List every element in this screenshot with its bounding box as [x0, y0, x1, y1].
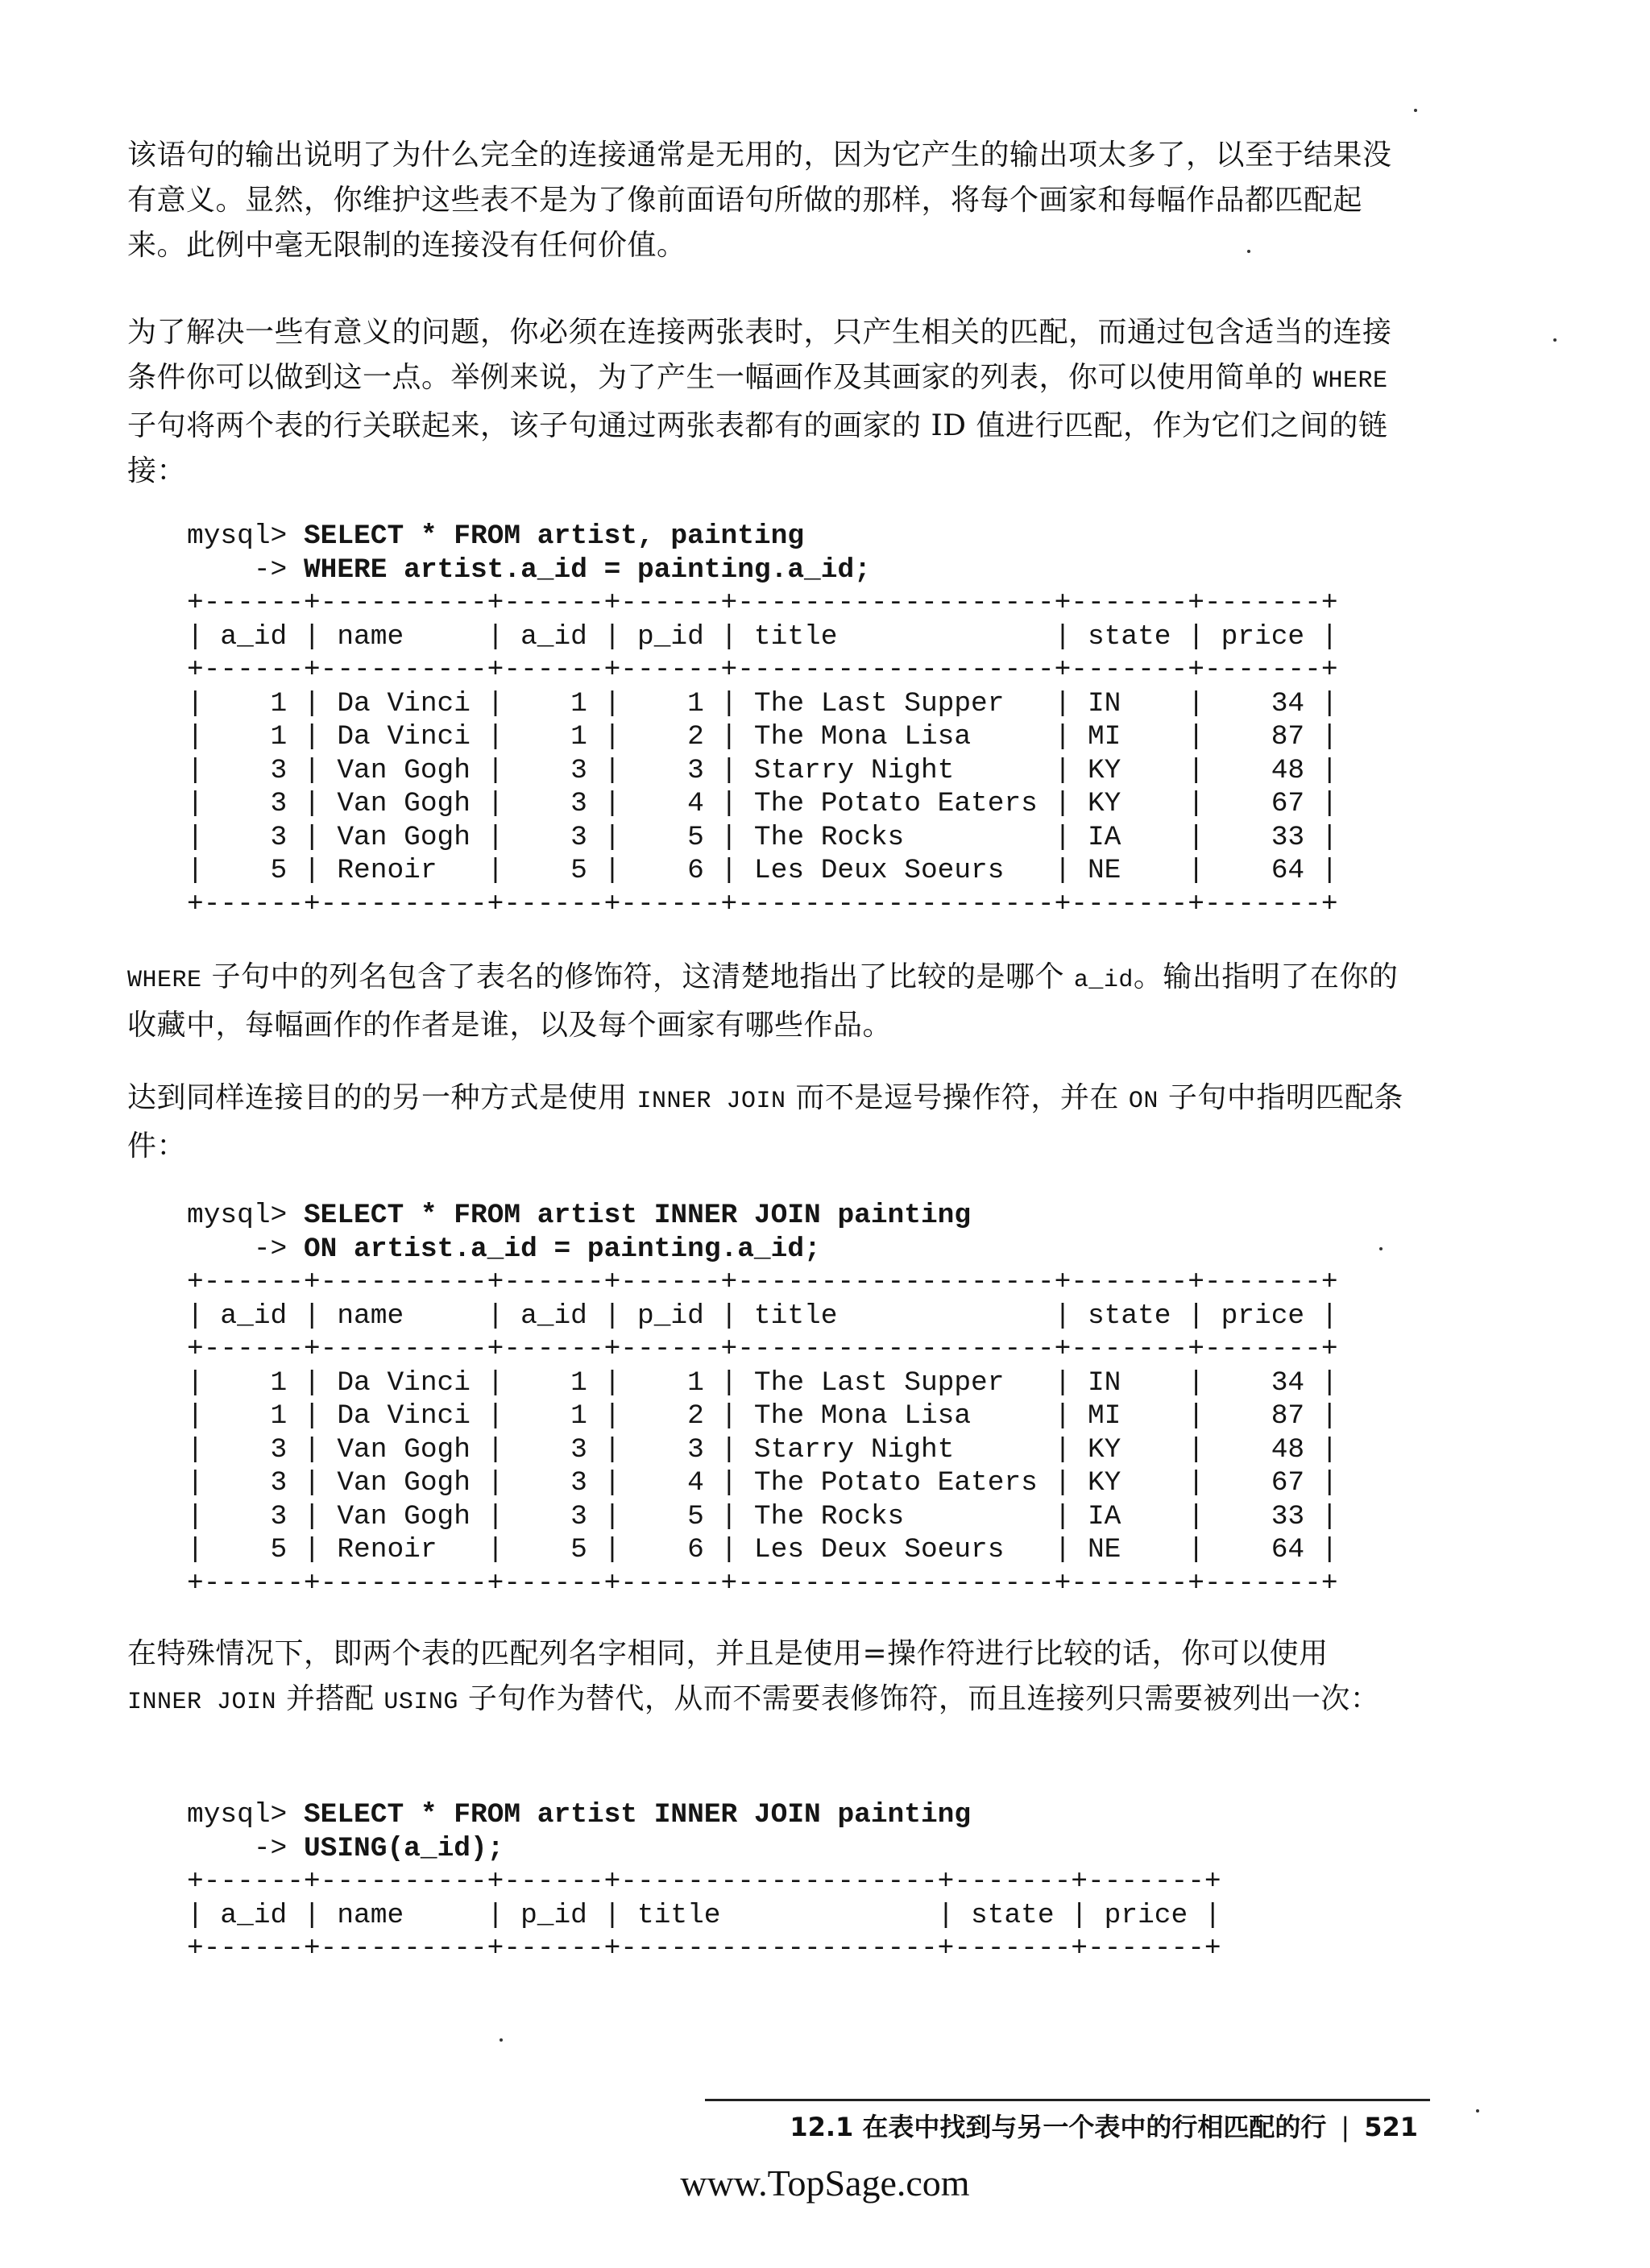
code-block-inner-join-on — [187, 1199, 1338, 1600]
running-footer — [693, 2111, 1418, 2143]
code-block-inner-join-using — [187, 1798, 1221, 1966]
paragraph-using-clause — [127, 1632, 1407, 1725]
inline-code-where: WHERE — [1312, 367, 1388, 395]
inline-code-on: ON — [1128, 1088, 1159, 1115]
scan-speck — [1476, 2109, 1479, 2113]
paragraph-text: 子句中的列名包含了表名的修饰符，这清楚地指出了比较的是哪个 — [201, 960, 1074, 993]
scan-speck — [1247, 250, 1250, 253]
paragraph-text: 子句中指明匹配条件： — [127, 1081, 1403, 1163]
sql-command-line: SELECT * FROM artist, painting — [303, 520, 805, 552]
continuation-prompt: -> — [187, 554, 304, 586]
scan-speck — [1414, 109, 1417, 112]
scan-speck — [1379, 1247, 1383, 1250]
section-title: 12.1 在表中找到与另一个表中的行相匹配的行 — [790, 2112, 1327, 2142]
paragraph-intro — [127, 133, 1407, 268]
sql-command-line: WHERE artist.a_id = painting.a_id; — [303, 554, 871, 586]
paragraph-inner-join — [127, 1076, 1407, 1169]
paragraph-text: 在特殊情况下，即两个表的匹配列名字相同，并且是使用=操作符进行比较的话，你可以使用 — [127, 1637, 1329, 1670]
sql-command-line: ON artist.a_id = painting.a_id; — [303, 1233, 821, 1265]
paragraph-text: 子句将两个表的行关联起来，该子句通过两张表都有的画家的 ID 值进行匹配，作为它们之间的链接： — [127, 409, 1388, 487]
mysql-prompt: mysql> — [187, 1200, 304, 1231]
continuation-prompt: -> — [187, 1233, 304, 1265]
inline-code-a-id: a_id — [1073, 967, 1134, 994]
result-table: +------+----------+------+------+-------------------+-------+-------+ | a_id | name | a_id | p_id | title | state | price | +------+----------+------+------+-------------------+-------+-------+ | 1 | Da Vinci | 1 | 1 | The Last Supper | IN | 34 | | 1 | Da Vinci | 1 | 2 | The Mona Lisa | MI | 87 | | 3 | Van Gogh | 3 | 3 | Starry Night | KY | 48 | | 3 | Van Gogh | 3 | 4 | The Potato Eaters | KY | 67 | | 3 | Van Gogh | 3 | 5 | The Rocks | IA | 33 | | 5 | Renoir | 5 | 6 | Les Deux Soeurs | NE | 64 | +------+----------+------+------+-------------------+-------+-------+ — [187, 1267, 1338, 1599]
scan-speck — [500, 2038, 503, 2042]
inline-code-where: WHERE — [127, 967, 202, 994]
inline-code-inner-join: INNER JOIN — [636, 1088, 786, 1115]
sql-command-line: SELECT * FROM artist INNER JOIN painting — [303, 1799, 972, 1831]
mysql-prompt: mysql> — [187, 1799, 304, 1831]
inline-code-using: USING — [383, 1689, 458, 1716]
inline-code-inner-join: INNER JOIN — [127, 1689, 277, 1716]
page-number: 521 — [1364, 2112, 1418, 2142]
paragraph-text: 为了解决一些有意义的问题，你必须在连接两张表时，只产生相关的匹配，而通过包含适当的连接条件你可以做到这一点。举例来说，为了产生一幅画作及其画家的列表，你可以使用简单的 — [127, 316, 1392, 394]
scan-speck — [1553, 338, 1557, 342]
continuation-prompt: -> — [187, 1832, 304, 1864]
sql-command-line: SELECT * FROM artist INNER JOIN painting — [303, 1200, 972, 1231]
paragraph-text: 。输出指明了在你的收藏中，每幅画作的作者是谁，以及每个画家有哪些作品。 — [127, 960, 1399, 1042]
paragraph-where-explanation — [127, 310, 1407, 494]
paragraph-text: 而不是逗号操作符，并在 — [786, 1081, 1129, 1114]
result-table: +------+----------+------+-------------------+-------+-------+ | a_id | name | p_id | title | state | price | +------+----------+------+-------------------+-------+-------+ — [187, 1866, 1221, 1964]
sql-command-line: USING(a_id); — [303, 1832, 504, 1864]
paragraph-qualifier-explanation — [127, 955, 1407, 1048]
paragraph-intro-text: 该语句的输出说明了为什么完全的连接通常是无用的，因为它产生的输出项太多了，以至于结果没有意义。显然，你维护这些表不是为了像前面语句所做的那样，将每个画家和每幅作品都匹配起来。此例中毫无限制的连接没有任何价值。 — [127, 139, 1392, 262]
mysql-prompt: mysql> — [187, 520, 304, 552]
footer-rule — [705, 2099, 1430, 2101]
result-table: +------+----------+------+------+-------------------+-------+-------+ | a_id | name | a_id | p_id | title | state | price | +------+----------+------+------+-------------------+-------+-------+ | 1 | Da Vinci | 1 | 1 | The Last Supper | IN | 34 | | 1 | Da Vinci | 1 | 2 | The Mona Lisa | MI | 87 | | 3 | Van Gogh | 3 | 3 | Starry Night | KY | 48 | | 3 | Van Gogh | 3 | 4 | The Potato Eaters | KY | 67 | | 3 | Van Gogh | 3 | 5 | The Rocks | IA | 33 | | 5 | Renoir | 5 | 6 | Les Deux Soeurs | NE | 64 | +------+----------+------+------+-------------------+-------+-------+ — [187, 587, 1338, 920]
watermark-url: www.TopSage.com — [680, 2162, 970, 2204]
paragraph-text: 子句作为替代，从而不需要表修饰符，而且连接列只需要被列出一次： — [458, 1682, 1380, 1715]
paragraph-text: 并搭配 — [276, 1682, 384, 1715]
code-block-where-join — [187, 520, 1338, 921]
paragraph-text: 达到同样连接目的的另一种方式是使用 — [127, 1081, 637, 1114]
footer-separator: | — [1341, 2112, 1350, 2142]
